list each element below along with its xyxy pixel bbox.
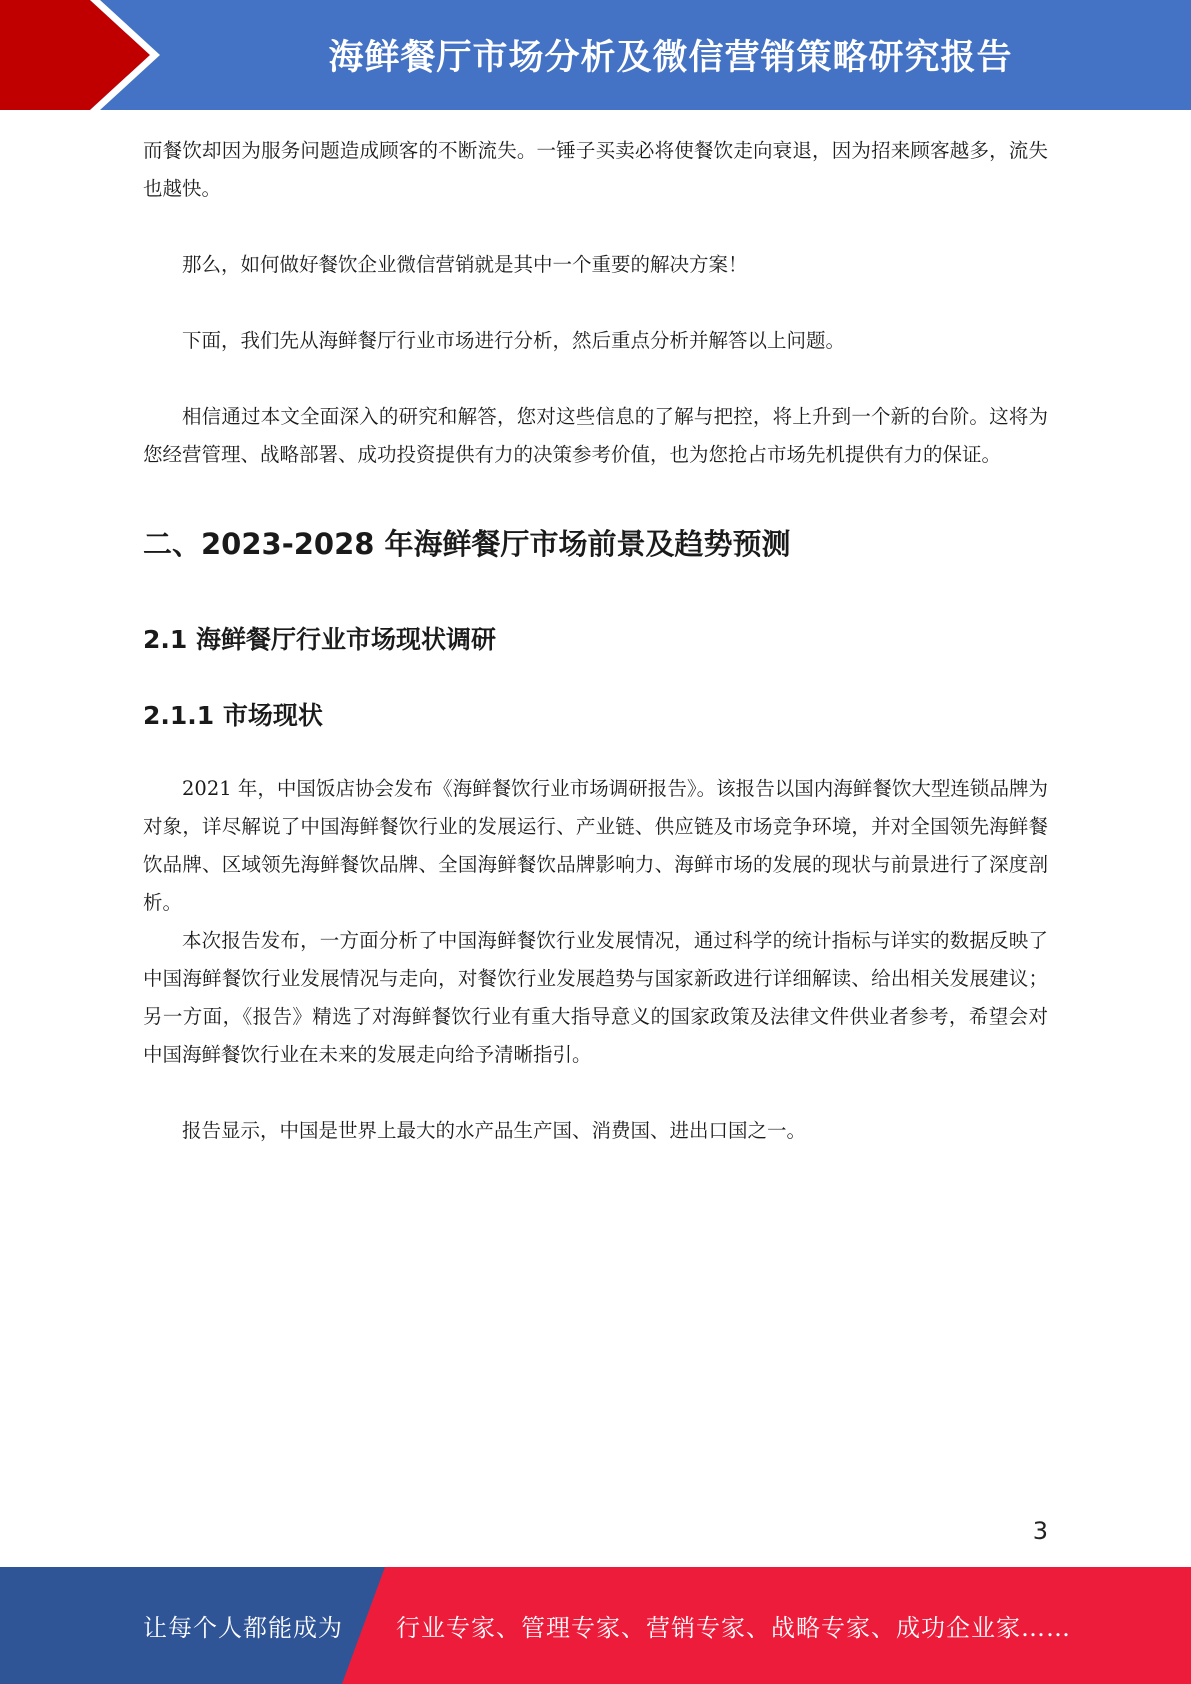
footer-slogan-right: 行业专家、管理专家、营销专家、战略专家、成功企业家……: [396, 1614, 1071, 1642]
paragraph-6: 本次报告发布，一方面分析了中国海鲜餐饮行业发展情况，通过科学的统计指标与详实的数据反映了中国海鲜餐饮行业发展情况与走向，对餐饮行业发展趋势与国家新政进行详细解读、给出相关发展建议；另一方面，《报告》精选了对海鲜餐饮行业有重大指导意义的国家政策及法律文件供业者参考，希望会对中国海鲜餐饮行业在未来的发展走向给予清晰指引。: [143, 929, 1048, 1066]
page-footer: [0, 1567, 1191, 1684]
report-body: [143, 132, 1048, 1150]
footer-slogan-left: 让每个人都能成为: [143, 1614, 343, 1642]
page-header: [0, 0, 1191, 110]
paragraph-4: 相信通过本文全面深入的研究和解答，您对这些信息的了解与把控，将上升到一个新的台阶。这将为您经营管理、战略部署、成功投资提供有力的决策参考价值，也为您抢占市场先机提供有力的保证。: [143, 405, 1048, 466]
paragraph-5: 2021 年，中国饭店协会发布《海鲜餐饮行业市场调研报告》。该报告以国内海鲜餐饮大型连锁品牌为对象，详尽解说了中国海鲜餐饮行业的发展运行、产业链、供应链及市场竞争环境，并对全国领先海鲜餐饮品牌、区域领先海鲜餐饮品牌、全国海鲜餐饮品牌影响力、海鲜市场的发展的现状与前景进行了深度剖析。: [143, 777, 1048, 914]
page-number: 3: [1032, 1517, 1048, 1545]
section-heading: 二、2023-2028 年海鲜餐厅市场前景及趋势预测: [143, 527, 791, 561]
subsubsection-heading: 2.1.1 市场现状: [143, 701, 323, 730]
subsection-heading: 2.1 海鲜餐厅行业市场现状调研: [143, 625, 496, 654]
paragraph-7: 报告显示，中国是世界上最大的水产品生产国、消费国、进出口国之一。: [182, 1119, 807, 1142]
paragraph-3: 下面，我们先从海鲜餐厅行业市场进行分析，然后重点分析并解答以上问题。: [182, 329, 846, 352]
header-title: 海鲜餐厅市场分析及微信营销策略研究报告: [328, 38, 1013, 78]
paragraph-2: 那么，如何做好餐饮企业微信营销就是其中一个重要的解决方案！: [182, 253, 748, 276]
paragraph-1: 而餐饮却因为服务问题造成顾客的不断流失。一锤子买卖必将使餐饮走向衰退，因为招来顾客越多，流失也越快。: [143, 139, 1048, 200]
